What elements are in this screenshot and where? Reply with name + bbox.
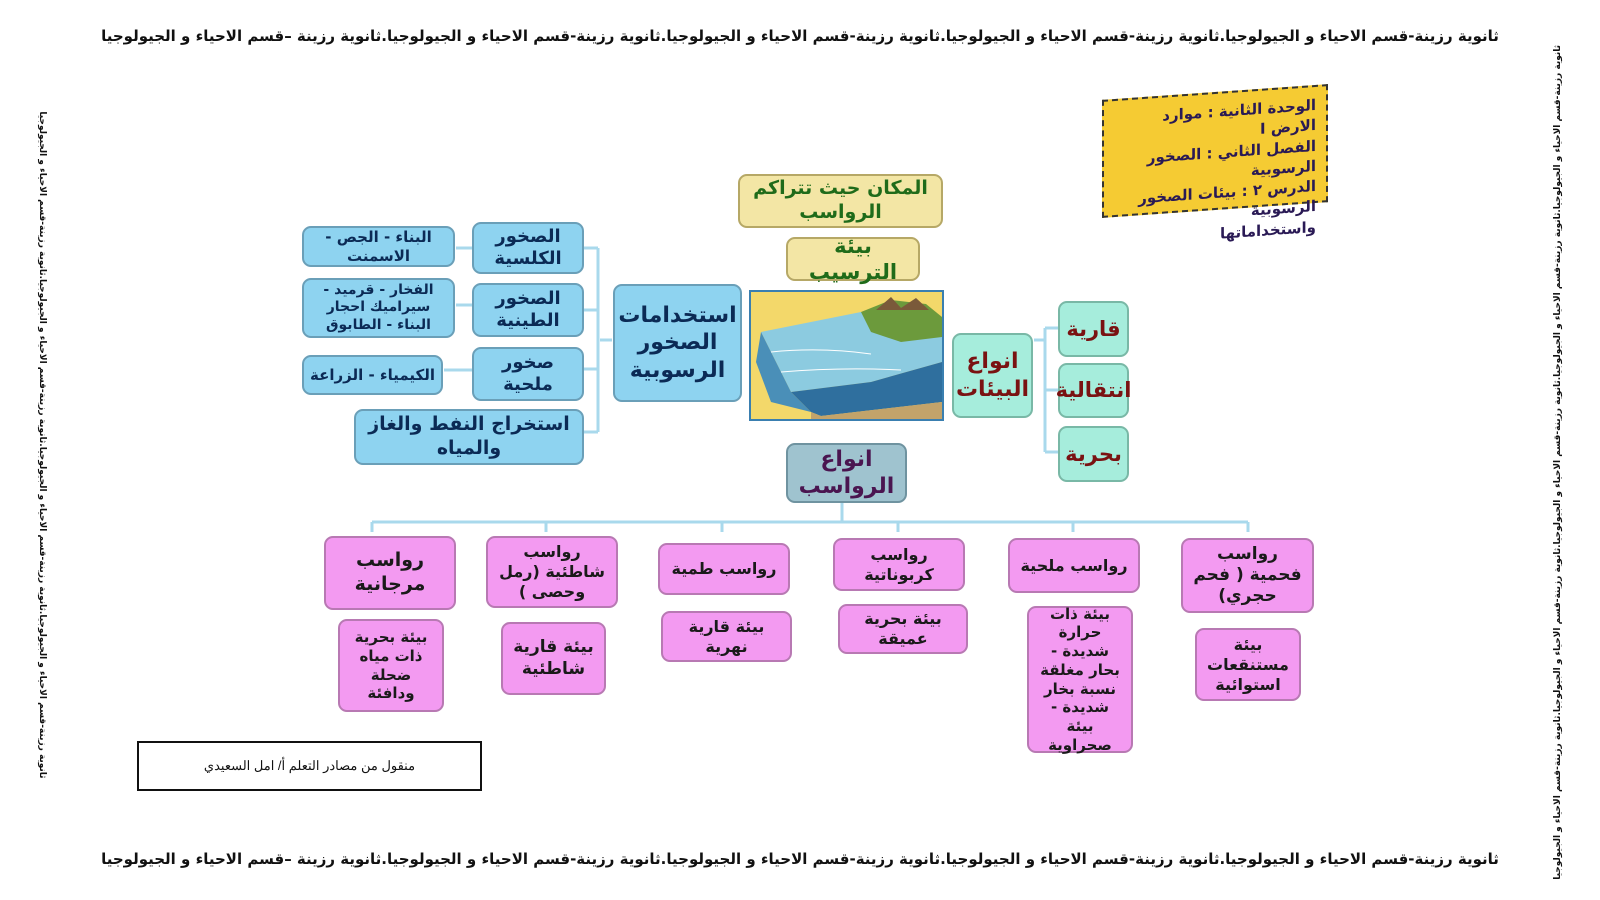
use-salt: الكيمياء - الزراعة [302,355,443,395]
credit-text: منقول من مصادر التعلم أ/ امل السعيدي [203,758,416,773]
uses-title: استخدامات الصخور الرسوبية [613,284,742,402]
sediment-carbonate: رواسب كربوناتية [833,538,965,591]
use-clay: الفخار - قرميد - سيراميك احجار البناء - الطابوق [302,278,455,338]
lesson-title-cont: واستخداماتها [1219,217,1316,243]
env-silt: بيئة قارية نهرية [661,611,792,662]
left-watermark: ثانوية رزينة-قسم الاحياء و الجيولوجيا.ثانوية رزينة-قسم الاحياء و الجيولوجيا.ثانوية رزينة-قسم الاحياء و الجيولوجيا.ثانوية رزينة-قسم الاحياء و الجيولوجيا [37,111,47,779]
sediment-beach: رواسب شاطئية (رمل وحصى ) [486,536,618,608]
definition-box: المكان حيث تتراكم الرواسب [738,174,943,228]
center-concept: بيئة الترسيب [786,237,920,281]
sediments-title: انواع الرواسب [786,443,907,503]
env-coral: بيئة بحرية ذات مياه ضحلة ودافئة [338,619,444,712]
sediment-coral: رواسب مرجانية [324,536,456,610]
rock-salt: صخور ملحية [472,347,584,401]
env-coal: بيئة مستنقعات استوائية [1195,628,1301,701]
env-transitional: انتقالية [1058,363,1129,418]
env-carbonate: بيئة بحرية عميقة [838,604,968,654]
env-continental: قارية [1058,301,1129,357]
lesson-title: الدرس ٢ : بيئات الصخور الرسوبية [1138,176,1316,220]
sediment-coal: رواسب فحمية ( فحم حجري) [1181,538,1314,613]
lesson-title-card [1102,84,1328,243]
environment-illustration [749,290,944,421]
environments-title: انواع البيئات [952,333,1033,418]
env-beach: بيئة قارية شاطئية [501,622,606,695]
depositional-environment-illustration-icon [751,292,942,419]
bottom-watermark: ثانوية رزينة-قسم الاحياء و الجيولوجيا.ثانوية رزينة-قسم الاحياء و الجيولوجيا.ثانوية رزينة-قسم الاحياء و الجيولوجيا.ثانوية رزينة-قسم الاحياء و الجيولوجيا.ثانوية رزينة –قسم الاحياء و الجيولوجيا [101,850,1499,868]
sediment-salt: رواسب ملحية [1008,538,1140,593]
sediment-silt: رواسب طمية [658,543,790,595]
env-salt: بيئة ذات حرارة شديدة - بحار مغلقة نسبة بخار شديدة - بيئة صحراوية [1027,606,1133,753]
chapter-title: الفصل الثاني : الصخور الرسوبية [1146,136,1316,180]
credit-box [137,741,482,791]
right-watermark: ثانوية رزينة-قسم الاحياء و الجيولوجيا.ثانوية رزينة-قسم الاحياء و الجيولوجيا.ثانوية رزينة-قسم الاحياء و الجيولوجيا.ثانوية رزينة-قسم الاحياء و الجيولوجيا.ثانوية رزينة-قسم الاحياء و الجيولوجيا [1553,45,1563,880]
unit-title: الوحدة الثانية : موارد الارض I [1162,95,1316,139]
rock-clay: الصخور الطينية [472,283,584,337]
rock-limestone: الصخور الكلسية [472,222,584,274]
use-extraction: استخراج النفط والغاز والمياه [354,409,584,465]
top-watermark: ثانوية رزينة-قسم الاحياء و الجيولوجيا.ثانوية رزينة-قسم الاحياء و الجيولوجيا.ثانوية رزينة-قسم الاحياء و الجيولوجيا.ثانوية رزينة-قسم الاحياء و الجيولوجيا.ثانوية رزينة –قسم الاحياء و الجيولوجيا [101,27,1499,45]
env-marine: بحرية [1058,426,1129,482]
use-limestone: البناء - الجص - الاسمنت [302,226,455,267]
